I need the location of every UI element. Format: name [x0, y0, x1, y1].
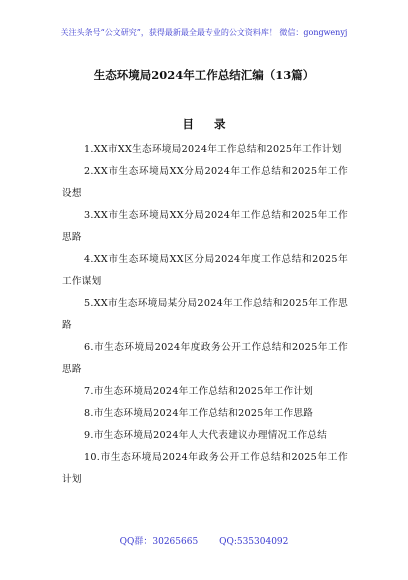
toc-item: 5.XX市生态环境局某分局2024年工作总结和2025年工作思路 [62, 298, 348, 331]
toc-item: 6.市生态环境局2024年度政务公开工作总结和2025年工作思路 [62, 342, 348, 375]
toc-item: 8.市生态环境局2024年工作总结和2025年工作思路 [84, 408, 314, 419]
toc-list [62, 139, 348, 491]
document-title: 生态环境局2024年工作总结汇编（13篇） [93, 68, 315, 82]
toc-item: 10.市生态环境局2024年政务公开工作总结和2025年工作计划 [62, 452, 348, 485]
toc-item: 1.XX市XX生态环境局2024年工作总结和2025年工作计划 [84, 144, 342, 155]
toc-item: 2.XX市生态环境局XX分局2024年工作总结和2025年工作设想 [62, 166, 348, 199]
footer-qq-group: QQ群：30265665 [119, 537, 199, 547]
toc-item: 9.市生态环境局2024年人大代表建议办理情况工作总结 [84, 430, 328, 441]
toc-item: 4.XX市生态环境局XX区分局2024年度工作总结和2025年工作谋划 [62, 254, 348, 287]
toc-heading: 目 录 [182, 117, 234, 131]
toc-item: 3.XX市生态环境局XX分局2024年工作总结和2025年工作思路 [62, 210, 348, 243]
footer-contact [0, 534, 408, 547]
footer-qq: QQ:535304092 [219, 537, 289, 547]
header-promo-note: 关注头条号“公文研究”，获得最新最全最专业的公文资料库！ 微信：gongwenyj [60, 28, 348, 37]
toc-item: 7.市生态环境局2024年工作总结和2025年工作计划 [84, 386, 314, 397]
